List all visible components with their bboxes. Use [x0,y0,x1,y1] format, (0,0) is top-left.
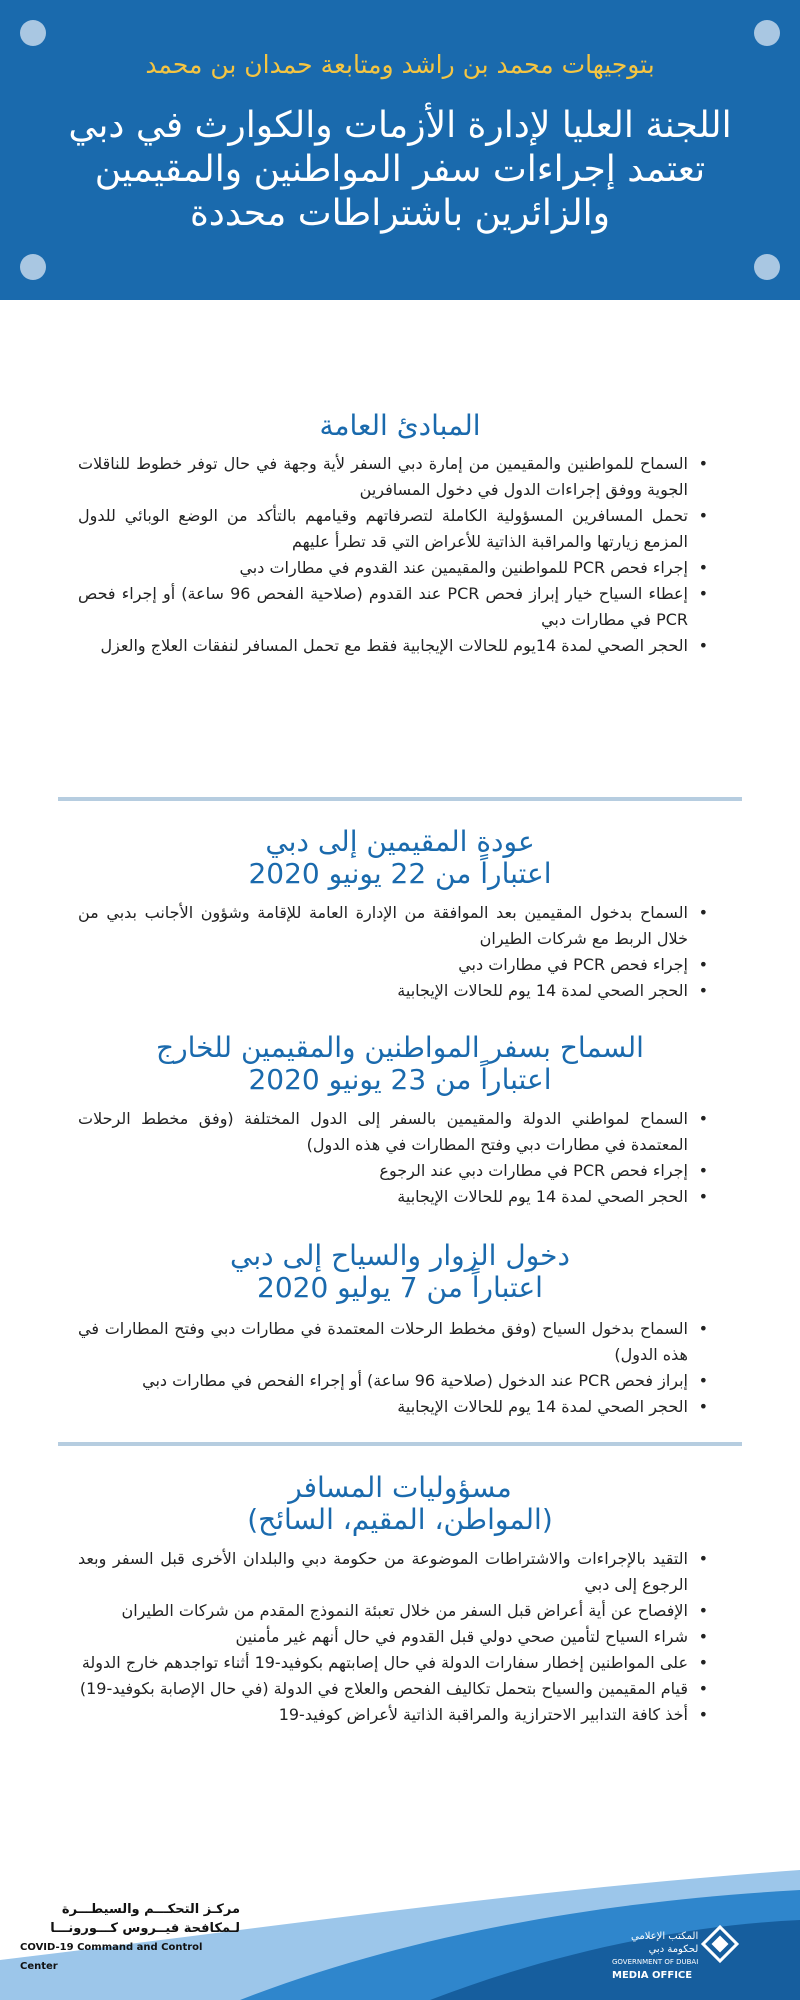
section-title-line: السماح بسفر المواطنين والمقيمين للخارج [156,1031,644,1064]
list-item: • أخذ كافة التدابير الاحترازية والمراقبة الذاتية لأعراض كوفيد-19 [78,1702,710,1728]
general-principles-list [78,451,710,659]
section-title-tourists-entry [60,1240,740,1304]
section-title-line: (المواطن، المقيم، السائح) [247,1503,553,1536]
list-item: • السماح لمواطني الدولة والمقيمين بالسفر إلى الدول المختلفة (وفق مخطط الرحلات المعتمدة في مطارات دبي وفتح المطارات في هذه الدول) [78,1106,710,1158]
media-office-ar-sub: لحكومة دبي [648,1944,699,1955]
section-divider [58,797,742,801]
list-item: • الإفصاح عن أية أعراض قبل السفر من خلال تعبئة النموذج المقدم من شركات الطيران [78,1598,710,1624]
covid-center-name-ar: مركـز التحكـــم والسيطـــرة [61,1902,240,1917]
media-office-ar: المكتب الإعلامي [631,1931,699,1942]
section-title-line: اعتباراً من 23 يونيو 2020 [248,1063,552,1096]
list-item: • الحجر الصحي لمدة 14يوم للحالات الإيجابية فقط مع تحمل المسافر لنفقات العلاج والعزل [78,633,710,659]
tourists-entry-list [78,1316,710,1420]
header-banner [0,0,800,300]
residents-return-list [78,900,710,1004]
traveler-responsibilities-list [78,1546,710,1728]
section-title-general-principles [60,410,740,442]
list-item: • إجراء فحص PCR للمواطنين والمقيمين عند القدوم في مطارات دبي [78,555,710,581]
header-subtitle: بتوجيهات محمد بن راشد ومتابعة حمدان بن محمد [145,50,655,79]
section-title-line: مسؤوليات المسافر [288,1471,512,1504]
title-line: اللجنة العليا لإدارة الأزمات والكوارث في دبي [68,105,732,146]
covid-center-name-en: COVID-19 Command and Control Center [20,1942,203,1972]
list-item: • إجراء فحص PCR في مطارات دبي [78,952,710,978]
media-office-text [612,1930,698,1982]
list-item: • السماح بدخول المقيمين بعد الموافقة من الإدارة العامة للإقامة وشؤون الأجانب بدبي من خلال الربط مع شركات الطيران [78,900,710,952]
section-title-traveler-responsibilities [60,1472,740,1536]
section-title-residents-return [60,826,740,890]
list-item: • إجراء فحص PCR في مطارات دبي عند الرجوع [78,1158,710,1184]
list-item: • التقيد بالإجراءات والاشتراطات الموضوعة من حكومة دبي والبلدان الأخرى قبل السفر وبعد الرجوع إلى دبي [78,1546,710,1598]
decor-dot [754,254,780,280]
media-office-en-gov: GOVERNMENT OF DUBAI [612,1958,699,1966]
list-item: • الحجر الصحي لمدة 14 يوم للحالات الإيجابية [78,1394,710,1420]
section-title-line: المبادئ العامة [319,409,481,442]
title-line: تعتمد إجراءات سفر المواطنين والمقيمين [94,149,706,190]
list-item: • الحجر الصحي لمدة 14 يوم للحالات الإيجابية [78,978,710,1004]
covid-center-subname-ar: لـمكافحة فيــروس كـــورونـــا [50,1921,240,1936]
decor-dot [754,20,780,46]
list-item: • إبراز فحص PCR عند الدخول (صلاحية 96 ساعة) أو إجراء الفحص في مطارات دبي [78,1368,710,1394]
covid-center-logo [20,1900,240,1976]
list-item: • على المواطنين إخطار سفارات الدولة في حال إصابتهم بكوفيد-19 أثناء تواجدهم خارج الدولة [78,1650,710,1676]
travel-abroad-list [78,1106,710,1210]
list-item: • الحجر الصحي لمدة 14 يوم للحالات الإيجابية [78,1184,710,1210]
decor-dot [20,20,46,46]
title-line: والزائرين باشتراطات محددة [189,193,611,234]
list-item: • إعطاء السياح خيار إبراز فحص PCR عند القدوم (صلاحية الفحص 96 ساعة) أو إجراء فحص PCR في مطارات دبي [78,581,710,633]
list-item: • تحمل المسافرين المسؤولية الكاملة لتصرفاتهم وقيامهم بالتأكد من الوضع الوبائي للدول المزمع زيارتها والمراقبة الذاتية للأعراض التي قد تطرأ عليهم [78,503,710,555]
list-item: • السماح للمواطنين والمقيمين من إمارة دبي السفر لأية وجهة في حال توفر خطوط للناقلات الجوية ووفق إجراءات الدول في دخول المسافرين [78,451,710,503]
section-title-line: اعتباراً من 22 يونيو 2020 [248,857,552,890]
section-title-line: دخول الزوار والسياح إلى دبي [230,1239,570,1272]
list-item: • قيام المقيمين والسياح بتحمل تكاليف الفحص والعلاج في الدولة (في حال الإصابة بكوفيد-19) [78,1676,710,1702]
section-title-line: عودة المقيمين إلى دبي [265,825,535,858]
list-item: • شراء السياح لتأمين صحي دولي قبل القدوم في حال أنهم غير مأمنين [78,1624,710,1650]
media-office-en: MEDIA OFFICE [612,1970,693,1981]
page-title [40,104,760,236]
list-item: • السماح بدخول السياح (وفق مخطط الرحلات المعتمدة في مطارات دبي وفتح المطارات في هذه الدول) [78,1316,710,1368]
section-divider [58,1442,742,1446]
media-office-diamond-icon [700,1924,740,1964]
section-title-travel-abroad [60,1032,740,1096]
section-title-line: اعتباراً من 7 يوليو 2020 [257,1271,543,1304]
decor-dot [20,254,46,280]
